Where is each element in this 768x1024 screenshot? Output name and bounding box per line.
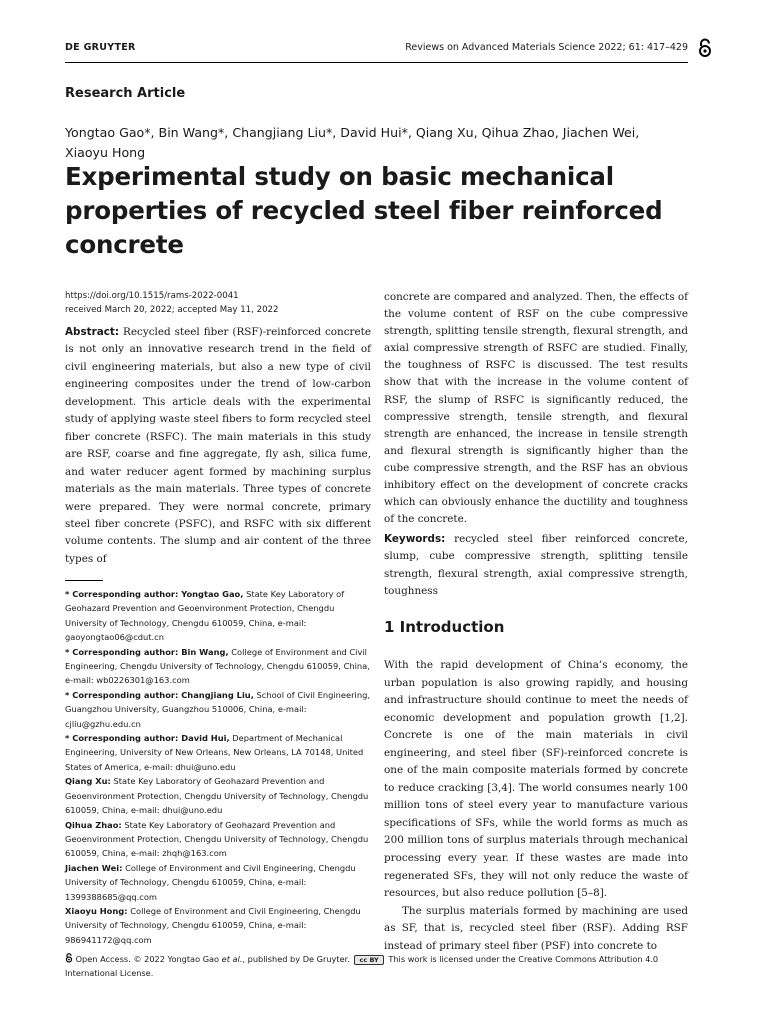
keywords-text: recycled steel fiber reinforced concrete, slump, cube compressive strength, splitting tensile strength, flexural strength, axial compressive strength, toughness: [384, 533, 688, 598]
footnote-affiliation: State Key Laboratory of Geohazard Prevention and Geoenvironment Protection, Chengdu University of Technology, Chengdu 610059, China, e-mail: dhui@uno.edu: [65, 776, 369, 816]
introduction-body: [384, 657, 688, 955]
open-access-icon: [697, 38, 713, 58]
footnote-affiliation: College of Environment and Civil Engineering, Chengdu University of Technology, Chengdu 610059, China, e-mail: 1399388685@qq.com: [65, 862, 356, 902]
journal-citation: Reviews on Advanced Materials Science 2022; 61: 417–429: [405, 42, 688, 53]
abstract-left: [65, 324, 371, 568]
authors-line-1: Yongtao Gao*, Bin Wang*, Changjiang Liu*, David Hui*, Qiang Xu, Qihua Zhao, Jiachen Wei,: [65, 125, 640, 140]
author-list: [65, 123, 705, 163]
title-line-3: concrete: [65, 230, 184, 259]
footnote-rule: [65, 580, 103, 581]
abstract-text-left: Recycled steel fiber (RSF)-reinforced concrete is not only an innovative research trend in the field of civil engineering materials, but also a new type of civil engineering composites under the trend of low-carbon development. This article deals with the experimental study of applying waste steel fibers to form recycled steel fiber concrete (RSFC). The main materials in this study are RSF, coarse and fine aggregate, fly ash, silica fume, and water reducer agent formed by machining surplus materials as the main materials. Three types of concrete were prepared. They were normal concrete, primary steel fiber concrete (PSFC), and RSFC with six different volume contents. The slump and air content of the three types of: [65, 326, 371, 565]
received-accepted-dates: received March 20, 2022; accepted May 11, 2022: [65, 305, 279, 315]
footnote-item: [65, 774, 375, 817]
article-title: [65, 160, 685, 262]
title-line-1: Experimental study on basic mechanical: [65, 162, 614, 191]
footnote-affiliation: State Key Laboratory of Geohazard Prevention and Geoenvironment Protection, Chengdu University of Technology, Chengdu 610059, China, e-mail: zhqh@163.com: [65, 819, 369, 859]
article-type: Research Article: [65, 86, 186, 101]
footnote-affiliation: College of Environment and Civil Engineering, Chengdu University of Technology, Chengdu 610059, China, e-mail: wb0226301@163.com: [65, 646, 370, 686]
license-footer: [65, 953, 685, 980]
footnote-affiliation: Department of Mechanical Engineering, University of New Orleans, New Orleans, LA 70148, United States of America, e-mail: dhui@uno.edu: [65, 733, 364, 772]
keywords: [384, 531, 688, 601]
authors-line-2: Xiaoyu Hong: [65, 145, 146, 160]
intro-paragraph-2: The surplus materials formed by machining are used as SF, that is, recycled steel fiber (RSF). Adding RSF instead of primary steel fiber (PSF) into concrete to: [384, 904, 688, 952]
license-text: This work is licensed under the Creative Commons Attribution 4.0 International License.: [65, 954, 659, 978]
footnote-author: * Corresponding author: David Hui,: [65, 733, 230, 744]
footnote-author: * Corresponding author: Changjiang Liu,: [65, 689, 254, 700]
cc-by-badge-icon[interactable]: cc BY: [354, 955, 383, 965]
keywords-label: Keywords:: [384, 533, 446, 545]
article-meta: [65, 289, 375, 317]
intro-paragraph-1: With the rapid development of China’s economy, the urban population is also growing rapidly, and housing and infrastructure should continue to meet the needs of economic development and population growth [1,2]. Concrete is one of the main materials in civil engineering, and steel fiber (SF)-reinforced concrete is one of the main composite materials formed by concrete to reduce cracking [3,4]. The world consumes nearly 100 million tons of steel every year to manufacture various specifications of SFs, while the world forms as much as 200 million tons of surplus materials through mechanical processing every year. If these wastes are made into regenerated SFs, they will not only reduce the waste of resources, but also reduce pollution [5–8].: [384, 659, 688, 900]
footnote-item: [65, 731, 375, 774]
footnote-affiliation: State Key Laboratory of Geohazard Prevention and Geoenvironment Protection, Chengdu University of Technology, Chengdu 610059, China, e-mail: gaoyongtao06@cdut.cn: [65, 589, 345, 643]
title-line-2: properties of recycled steel fiber reinforced: [65, 196, 663, 225]
open-access-small-icon: [65, 953, 73, 963]
footnote-author: Qihua Zhao:: [65, 819, 122, 830]
abstract-label: Abstract:: [65, 326, 120, 338]
footnote-author: Xiaoyu Hong:: [65, 905, 128, 916]
abstract-right: concrete are compared and analyzed. Then, the effects of the volume content of RSF on the cube compressive strength, splitting tensile strength, flexural strength, and axial compressive strength of RSFC are studied. Finally, the toughness of RSFC is discussed. The test results show that with the increase in the volume content of RSF, the slump of RSFC is significantly reduced, the compressive strength, tensile strength, and flexural strength are enhanced, the increase in tensile strength and flexural strength is significantly higher than the cube compressive strength, and the RSF has an obvious inhibitory effect on the development of concrete cracks which can obviously enhance the ductility and toughness of the concrete.: [384, 291, 688, 526]
license-et-al: et al.: [221, 954, 243, 964]
footnote-affiliation: School of Civil Engineering, Guangzhou University, Guangzhou 510006, China, e-mail: cjliu@gzhu.edu.cn: [65, 689, 370, 729]
section-heading-introduction: 1 Introduction: [384, 618, 505, 636]
footnote-author: Jiachen Wei:: [65, 862, 123, 873]
footnote-author: * Corresponding author: Bin Wang,: [65, 646, 229, 657]
license-publisher: , published by De Gruyter.: [242, 954, 350, 964]
author-footnotes: [65, 587, 375, 947]
footnote-item: [65, 688, 375, 731]
doi-link[interactable]: https://doi.org/10.1515/rams-2022-0041: [65, 291, 239, 301]
publisher-name: DE GRUYTER: [65, 42, 136, 53]
header-rule: [65, 62, 688, 63]
footnote-item: [65, 587, 375, 645]
footnote-item: [65, 861, 375, 904]
footnote-item: [65, 818, 375, 861]
footnote-item: [65, 645, 375, 688]
footnote-author: * Corresponding author: Yongtao Gao,: [65, 589, 244, 599]
footnote-affiliation: College of Environment and Civil Engineering, Chengdu University of Technology, Chengdu 610059, China, e-mail: 986941172@qq.com: [65, 905, 361, 945]
footnote-item: [65, 904, 375, 947]
footnote-author: Qiang Xu:: [65, 776, 111, 787]
license-prefix: Open Access. © 2022 Yongtao Gao: [75, 954, 222, 964]
